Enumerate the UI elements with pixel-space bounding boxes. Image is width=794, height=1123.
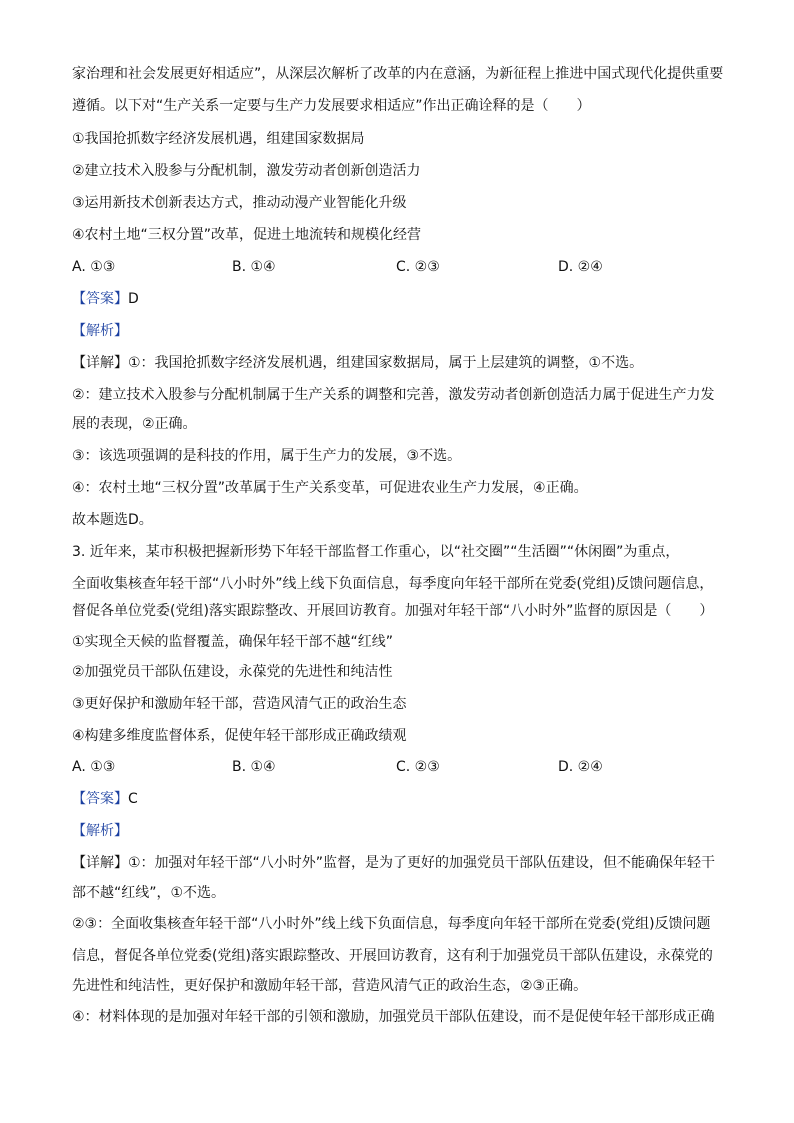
choice-statement: ④构建多维度监督体系，促使年轻干部形成正确政绩观 (72, 728, 407, 744)
detail-line: ②：建立技术入股参与分配机制属于生产关系的调整和完善，激发劳动者创新创造活力属于促进生产力发 (72, 387, 715, 403)
detail-line: ②③：全面收集核查年轻干部“八小时外”线上线下负面信息，每季度向年轻干部所在党委(党组)反馈问题 (72, 916, 711, 932)
option-d: D. ②④ (558, 759, 603, 775)
analysis-label: 【解析】 (72, 323, 128, 339)
answer-line (72, 289, 732, 309)
detail-line: 【详解】①：我国抢抓数字经济发展机遇，组建国家数据局，属于上层建筑的调整，①不选。 (72, 355, 644, 371)
option-a: A. ①③ (72, 259, 116, 275)
option-b: B. ①④ (232, 759, 276, 775)
detail-line: 展的表现，②正确。 (72, 416, 197, 432)
choice-statement: ①实现全天候的监督覆盖，确保年轻干部不越“红线” (72, 634, 394, 650)
answer-value: C (128, 791, 138, 807)
answer-options (72, 757, 732, 777)
detail-line: ③：该选项强调的是科技的作用，属于生产力的发展，③不选。 (72, 448, 462, 464)
question-text-line: 家治理和社会发展更好相适应”，从深层次解析了改革的内在意涵，为新征程上推进中国式现代化提供重要 (72, 66, 724, 82)
answer-label: 【答案】 (72, 291, 128, 307)
question-text-line: 督促各单位党委(党组)落实跟踪整改、开展回访教育。加强对年轻干部“八小时外”监督的原因是（ ） (72, 603, 714, 619)
option-a: A. ①③ (72, 759, 116, 775)
choice-statement: ③更好保护和激励年轻干部，营造风清气正的政治生态 (72, 696, 407, 712)
detail-line: 先进性和纯洁性，更好保护和激励年轻干部，营造风清气正的政治生态，②③正确。 (72, 978, 588, 994)
question-text-line: 遵循。以下对“生产关系一定要与生产力发展要求相适应”作出正确诠释的是（ ） (72, 98, 591, 114)
analysis-label: 【解析】 (72, 823, 128, 839)
choice-statement: ④农村土地“三权分置”改革，促进土地流转和规模化经营 (72, 227, 422, 243)
answer-label: 【答案】 (72, 791, 128, 807)
option-b: B. ①④ (232, 259, 276, 275)
question-text-line: 全面收集核查年轻干部“八小时外”线上线下负面信息，每季度向年轻干部所在党委(党组)反馈问题信息， (72, 576, 714, 592)
choice-statement: ②建立技术入股参与分配机制，激发劳动者创新创造活力 (72, 163, 421, 179)
conclusion-line: 故本题选D。 (72, 512, 153, 528)
detail-line: 【详解】①：加强对年轻干部“八小时外”监督，是为了更好的加强党员干部队伍建设，但不能确保年轻干 (72, 855, 716, 871)
question-text-line: 3. 近年来，某市积极把握新形势下年轻干部监督工作重心，以“社交圈”“生活圈”“休闲圈”为重点， (72, 544, 680, 560)
detail-line: ④：农村土地“三权分置”改革属于生产关系变革，可促进农业生产力发展，④正确。 (72, 480, 588, 496)
option-d: D. ②④ (558, 259, 603, 275)
answer-line (72, 789, 732, 809)
detail-line: 部不越“红线”，①不选。 (72, 885, 226, 901)
choice-statement: ②加强党员干部队伍建设，永葆党的先进性和纯洁性 (72, 664, 393, 680)
option-c: C. ②③ (396, 759, 440, 775)
option-c: C. ②③ (396, 259, 440, 275)
choice-statement: ①我国抢抓数字经济发展机遇，组建国家数据局 (72, 131, 365, 147)
choice-statement: ③运用新技术创新表达方式，推动动漫产业智能化升级 (72, 195, 407, 211)
detail-line: ④：材料体现的是加强对年轻干部的引领和激励，加强党员干部队伍建设，而不是促使年轻干部形成正确 (72, 1009, 715, 1025)
answer-value: D (128, 291, 139, 307)
answer-options (72, 257, 732, 277)
detail-line: 信息，督促各单位党委(党组)落实跟踪整改、开展回访教育，这有利于加强党员干部队伍建设，永葆党的 (72, 948, 713, 964)
